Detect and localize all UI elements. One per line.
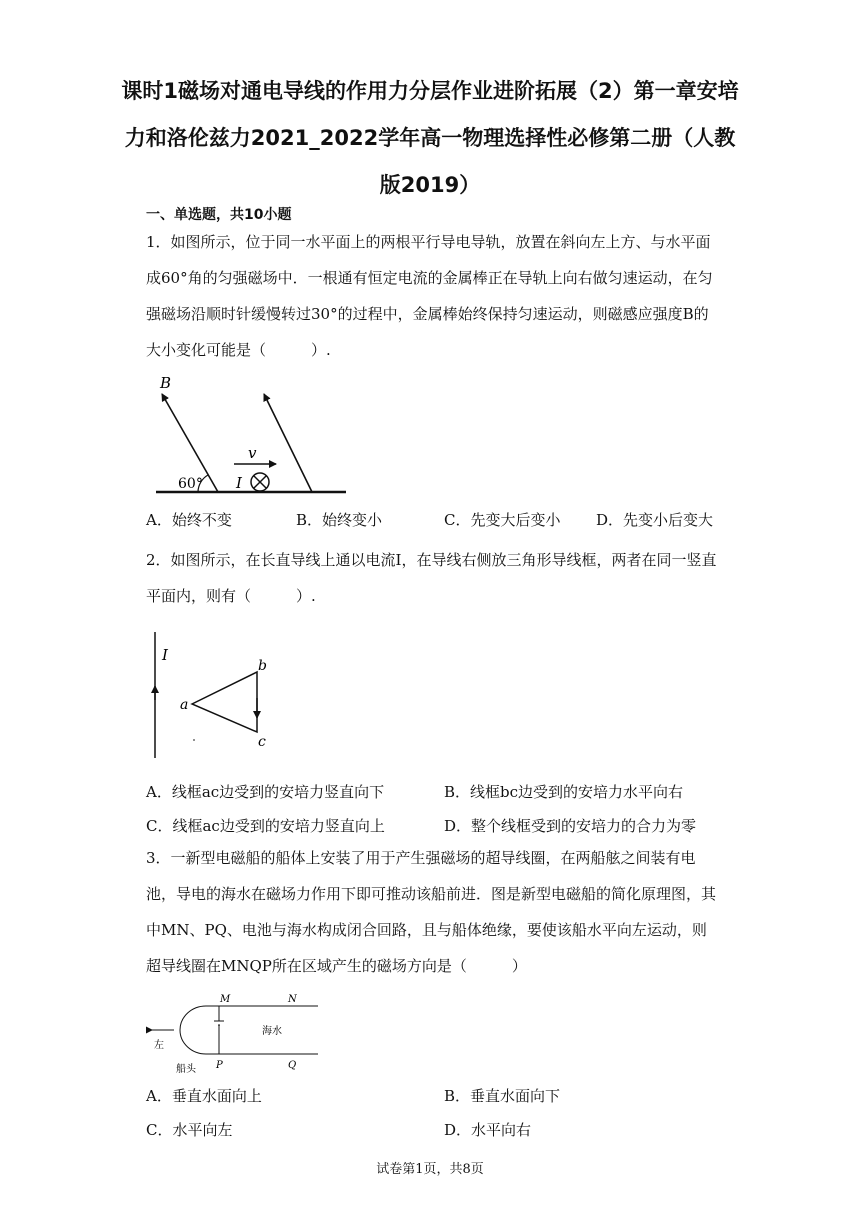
- label-a: a: [180, 697, 189, 713]
- label-seawater: 海水: [262, 1026, 282, 1037]
- page-footer: 试卷第1页，共8页: [376, 1162, 484, 1177]
- q3-option-a: A．垂直水面向上: [146, 1087, 262, 1105]
- label-m: M: [220, 994, 231, 1005]
- question-3-text: 3．一新型电磁船的船体上安装了用于产生强磁场的超导线圈，在两船舷之间装有电池，导电的海水在磁场力作用下即可推动该船前进．图是新型电磁船的简化原理图，其中MN、PQ、电池与海水构成闭合回路，且与船体绝缘，要使该船水平向左运动，则超导线圈在MNQP所在区域产生的磁场方向是（ ）: [146, 849, 717, 975]
- q3-option-d: D．水平向右: [444, 1121, 532, 1139]
- label-c: c: [258, 734, 266, 750]
- q1-option-a: A．始终不变: [146, 511, 232, 529]
- q2-option-b: B．线框bc边受到的安培力水平向右: [444, 783, 684, 801]
- q2-option-c: C．线框ac边受到的安培力竖直向上: [146, 817, 385, 835]
- label-bow: 船头: [176, 1064, 196, 1075]
- q1-option-c: C．先变大后变小: [444, 511, 561, 529]
- label-v: v: [248, 444, 257, 462]
- q2-option-a: A．线框ac边受到的安培力竖直向下: [146, 783, 385, 801]
- label-b: B: [160, 374, 172, 392]
- label-q: Q: [288, 1060, 297, 1071]
- question-2-text: 2．如图所示，在长直导线上通以电流I，在导线右侧放三角形导线框，两者在同一竖直平面内，则有（ ）.: [146, 551, 717, 605]
- q1-option-b: B．始终变小: [296, 511, 383, 529]
- label-i: I: [236, 474, 242, 492]
- section-heading: 一、单选题，共10小题: [146, 207, 292, 223]
- figure-q2-wire-triangle: [150, 628, 280, 762]
- label-angle: 60°: [178, 476, 203, 492]
- label-b: b: [258, 658, 267, 674]
- label-n: N: [288, 994, 297, 1005]
- figure-q1-magnetic-rails: [152, 372, 352, 498]
- label-left: 左: [154, 1040, 164, 1051]
- q3-option-c: C．水平向左: [146, 1121, 233, 1139]
- label-current: I: [162, 646, 168, 664]
- q3-option-b: B．垂直水面向下: [444, 1087, 561, 1105]
- figure-q3-electromagnetic-ship: [146, 992, 326, 1076]
- q2-option-d: D．整个线框受到的安培力的合力为零: [444, 817, 697, 835]
- question-1-text: 1．如图所示，位于同一水平面上的两根平行导电导轨，放置在斜向左上方、与水平面成60°角的匀强磁场中．一根通有恒定电流的金属棒正在导轨上向右做匀速运动，在匀强磁场沿顺时针缓慢转过30°的过程中，金属棒始终保持匀速运动，则磁感应强度B的大小变化可能是（ ）.: [146, 233, 713, 359]
- document-title: 课时1磁场对通电导线的作用力分层作业进阶拓展（2）第一章安培力和洛伦兹力2021_2022学年高一物理选择性必修第二册（人教版2019）: [121, 79, 739, 197]
- label-p: P: [216, 1060, 223, 1071]
- q1-option-d: D．先变小后变大: [596, 511, 714, 529]
